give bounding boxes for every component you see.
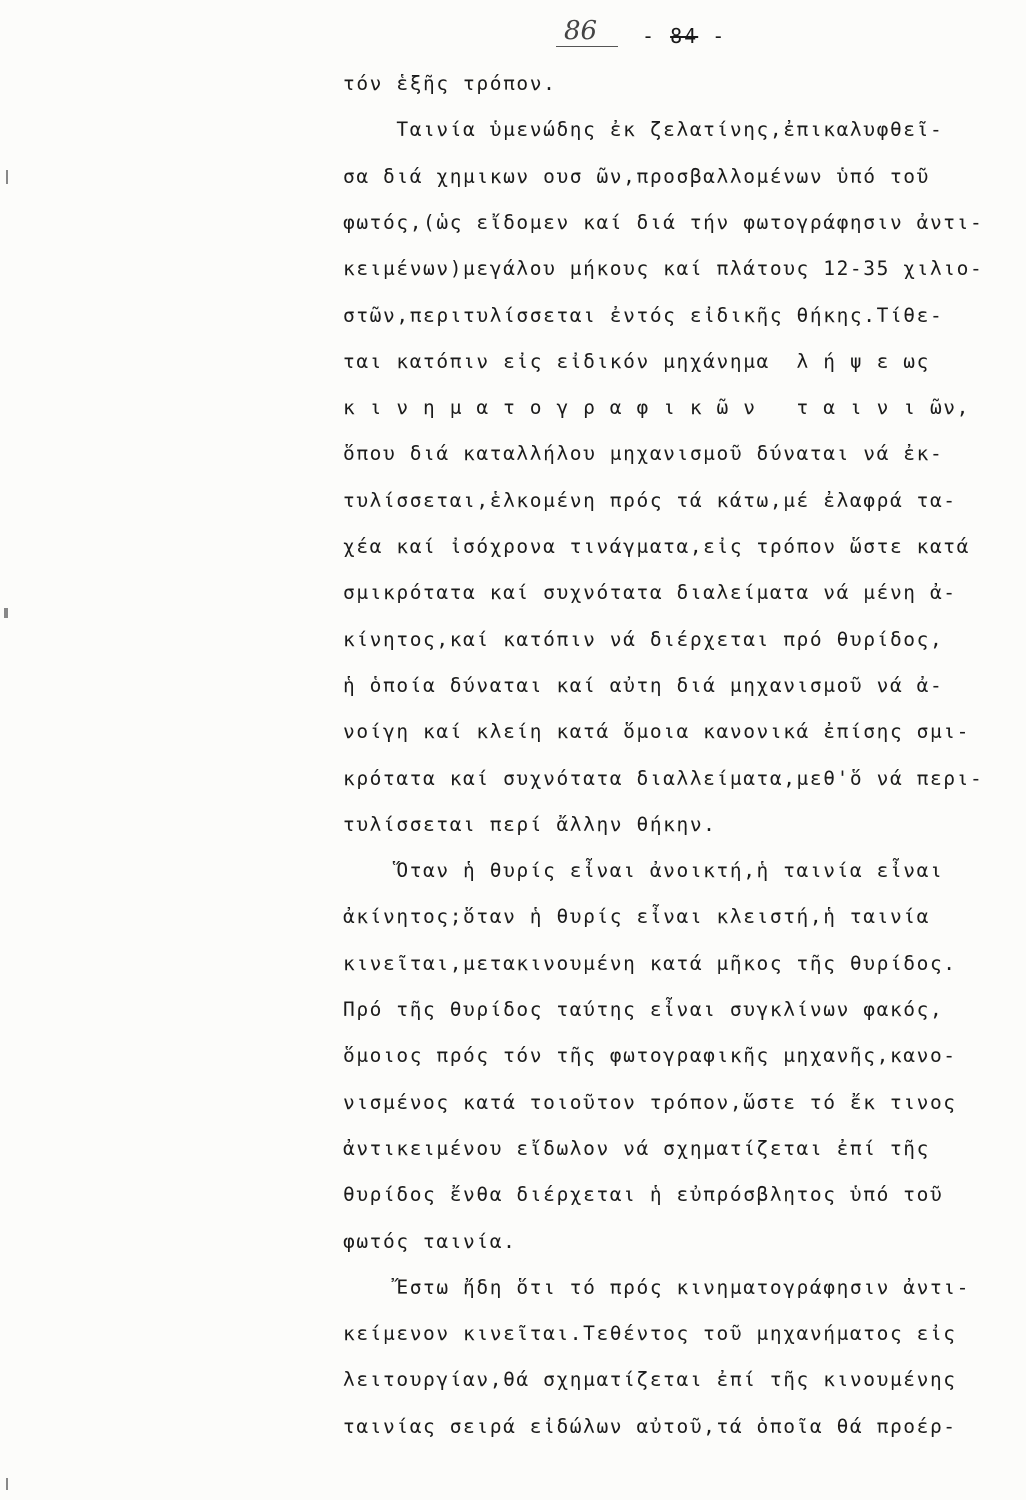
text-line: κρότατα καί συχνότατα διαλλείματα,μεθ'ὅ νά περι- [343,767,984,790]
text-line: τυλίσσεται περί ἄλλην θήκην. [343,813,717,836]
text-line: ταινίας σειρά εἰδώλων αὐτοῦ,τά ὁποῖα θά προέρ- [343,1415,957,1438]
text-line: θυρίδος ἔνθα διέρχεται ἡ εὐπρόσβλητος ὑπό τοῦ [343,1183,944,1206]
text-line: ἀκίνητος;ὅταν ἡ θυρίς εἶναι κλειστή,ἡ ταινία [343,905,930,928]
text-line: κινεῖται,μετακινουμένη κατά μῆκος τῆς θυρίδος. [343,952,957,975]
text-line: κ ι ν η μ α τ ο γ ρ α φ ι κ ῶ ν τ α ι ν ι ῶν, [343,396,970,419]
text-line: νισμένος κατά τοιοῦτον τρόπον,ὥστε τό ἔκ τινος [343,1091,957,1114]
text-line: χέα καί ἰσόχρονα τινάγματα,εἰς τρόπον ὥστε κατά [343,535,970,558]
scan-edge-mark [4,608,8,618]
text-line: ὅπου διά καταλλήλου μηχανισμοῦ δύναται νά ἐκ- [343,442,944,465]
text-line: Ἔστω ἤδη ὅτι τό πρός κινηματογράφησιν ἀντι- [343,1276,970,1299]
text-line: κειμένων)μεγάλου μήκους καί πλάτους 12-35 χιλιο- [343,257,984,280]
text-line: σα διά χημικων ουσ ῶν,προσβαλλομένων ὑπό τοῦ [343,165,930,188]
text-line: λειτουργίαν,θά σχηματίζεται ἐπί τῆς κινουμένης [343,1368,957,1391]
text-line: τόν ἑξῆς τρόπον. [343,72,557,95]
text-line: κίνητος,καί κατόπιν νά διέρχεται πρό θυρίδος, [343,628,944,651]
text-line: ὅμοιος πρός τόν τῆς φωτογραφικῆς μηχανῆς,κανο- [343,1044,957,1067]
text-line: σμικρότατα καί συχνότατα διαλείματα νά μένη ἀ- [343,581,957,604]
text-line: ται κατόπιν εἰς εἰδικόν μηχάνημα λ ή ψ ε ως [343,350,930,373]
text-line: Ὅταν ἡ θυρίς εἶναι ἀνοικτή,ἡ ταινία εἶναι [343,859,944,882]
typed-page-struck: 84 [670,24,699,48]
typed-page-suffix: - [698,24,727,48]
text-line: τυλίσσεται,ἑλκομένη πρός τά κάτω,μέ ἐλαφρά τα- [343,489,957,512]
text-line: Ταινία ὑμενώδης ἐκ ζελατίνης,ἐπικαλυφθεῖ- [343,118,944,141]
text-line: στῶν,περιτυλίσσεται ἐντός εἰδικῆς θήκης.Τίθε- [343,304,944,327]
handwritten-page-number: 86 [564,16,598,46]
text-line: φωτός,(ὡς εἴδομεν καί διά τήν φωτογράφησιν ἀντι- [343,211,984,234]
scan-edge-mark [6,1478,8,1490]
typed-page-prefix: - [642,24,671,48]
text-line: κείμενον κινεῖται.Τεθέντος τοῦ μηχανήματος εἰς [343,1322,957,1345]
text-line: Πρό τῆς θυρίδος ταύτης εἶναι συγκλίνων φακός, [343,998,944,1021]
text-line: νοίγη καί κλείη κατά ὅμοια κανονικά ἐπίσης σμι- [343,720,970,743]
text-line: φωτός ταινία. [343,1230,517,1253]
text-line: ἡ ὁποία δύναται καί αὐτη διά μηχανισμοῦ νά ἀ- [343,674,944,697]
scan-edge-mark [6,170,8,184]
text-line: ἀντικειμένου εἴδωλον νά σχηματίζεται ἐπί τῆς [343,1137,930,1160]
